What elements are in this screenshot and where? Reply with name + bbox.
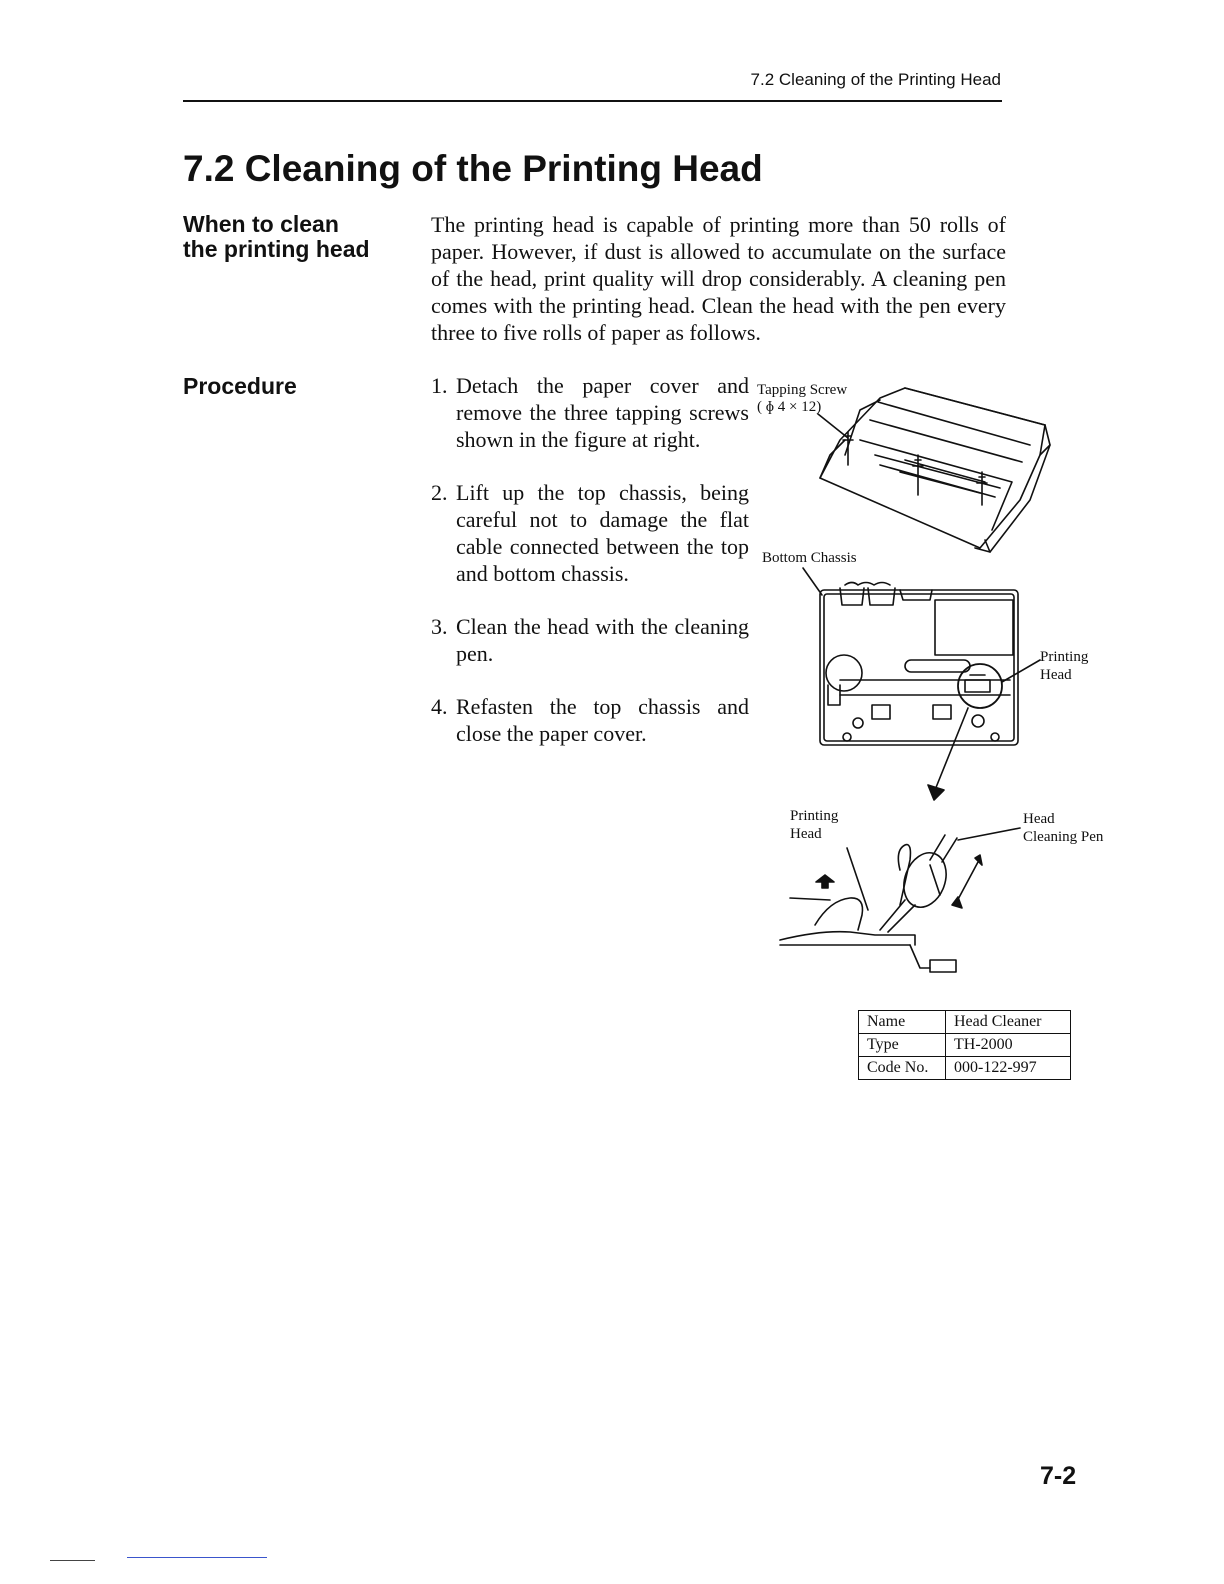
step-text: Refasten the top chassis and close the paper cover. [456, 694, 749, 746]
step-text: Clean the head with the cleaning pen. [456, 614, 749, 666]
tapping-screw-label: Tapping Screw [757, 382, 848, 398]
table-cell-value: TH-2000 [946, 1034, 1071, 1057]
table-row [859, 1011, 1071, 1034]
footer-rule [127, 1557, 267, 1558]
table-cell-label: Code No. [859, 1057, 946, 1080]
head-cleaner-spec-table [858, 1010, 1071, 1080]
step-number: 1. [431, 373, 448, 398]
bottom-chassis-illustration [803, 568, 1040, 800]
step-number: 4. [431, 694, 448, 719]
printing-head-label-left: Printing Head [790, 808, 839, 842]
footer-rule-short [50, 1560, 95, 1561]
table-cell-label: Type [859, 1034, 946, 1057]
cleaning-pen-label: Head Cleaning Pen [1023, 811, 1104, 845]
when-to-clean-text: The printing head is capable of printing more than 50 rolls of paper. However, if dust is allowed to accumulate on the surface of the head, print quality will drop considerably. A cleaning pen comes with the printing head. Clean the head with the pen every three to five rolls of paper as follows. [431, 212, 1006, 345]
table-cell-value: Head Cleaner [946, 1011, 1071, 1034]
cleaning-pen-illustration [780, 828, 1020, 972]
table-row [859, 1034, 1071, 1057]
step-text: Detach the paper cover and remove the three tapping screws shown in the figure at right. [456, 373, 749, 452]
printing-head-label-right: Printing Head [1040, 649, 1089, 683]
step-number: 2. [431, 480, 448, 505]
table-row [859, 1057, 1071, 1080]
section-title: 7.2 Cleaning of the Printing Head [183, 148, 763, 189]
procedure-heading: Procedure [183, 373, 297, 399]
bottom-chassis-label: Bottom Chassis [762, 550, 857, 566]
printer-illustration [818, 388, 1050, 552]
when-to-clean-heading: When to clean the printing head [183, 211, 370, 262]
screw-size-label: ( ɸ 4 × 12) [757, 399, 822, 415]
table-cell-label: Name [859, 1011, 946, 1034]
table-cell-value: 000-122-997 [946, 1057, 1071, 1080]
step-number: 3. [431, 614, 448, 639]
running-header: 7.2 Cleaning of the Printing Head [750, 70, 1001, 89]
page-number: 7-2 [1040, 1462, 1077, 1490]
step-text: Lift up the top chassis, being careful not to damage the flat cable connected between the top and bottom chassis. [456, 480, 749, 586]
